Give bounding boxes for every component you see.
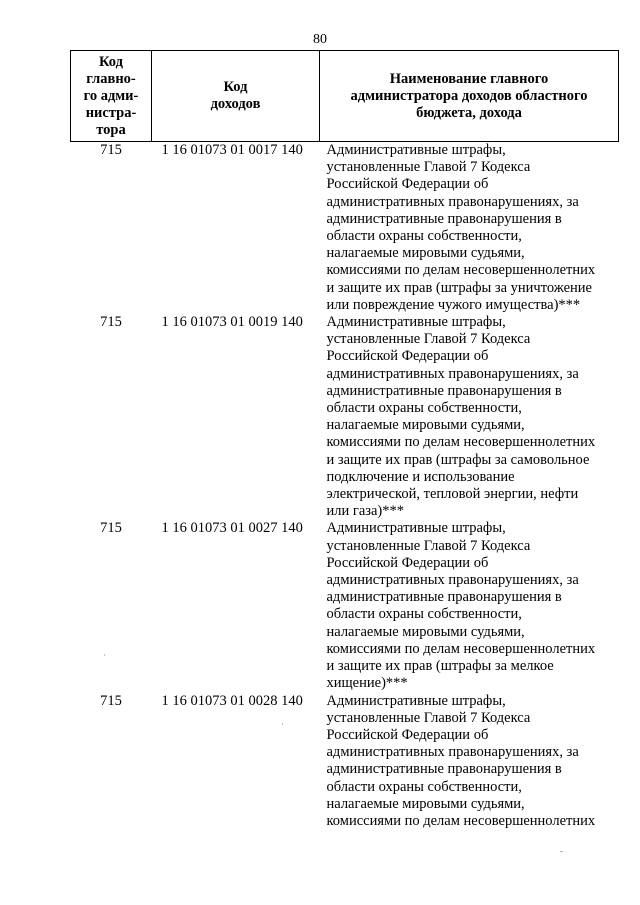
- table-header-row: [71, 51, 619, 142]
- description-line: комиссиями по делам несовершеннолетних: [326, 262, 596, 279]
- table-row: [71, 314, 619, 520]
- description-line: налагаемые мировыми судьями,: [326, 417, 525, 434]
- description-line: административные правонарушения в: [326, 210, 562, 227]
- header-line: нистра-: [85, 104, 137, 121]
- description-line: административные правонарушения в: [326, 382, 562, 399]
- description-line: Российской Федерации об: [326, 176, 489, 193]
- description-line: административных правонарушениях, за: [326, 572, 579, 589]
- header-admin-code: [71, 51, 152, 142]
- revenue-name-cell: [320, 520, 619, 692]
- description-line: Российской Федерации об: [326, 554, 489, 571]
- description-line: Российской Федерации об: [326, 726, 489, 743]
- description-line: установленные Главой 7 Кодекса: [326, 709, 531, 726]
- revenue-name-cell: [320, 142, 619, 315]
- header-line: администратора доходов областного: [350, 87, 588, 104]
- description-line: хищение)***: [326, 675, 408, 692]
- description-line: и защите их прав (штрафы за мелкое: [326, 658, 554, 675]
- description-line: подключение и использование: [326, 468, 515, 485]
- description-line: электрической, тепловой энергии, нефти: [326, 486, 579, 503]
- header-name: [320, 51, 619, 142]
- description-line: и защите их прав (штрафы за уничтожение: [326, 279, 592, 296]
- description-line: налагаемые мировыми судьями,: [326, 795, 525, 812]
- description-line: Административные штрафы,: [326, 692, 506, 709]
- description-line: области охраны собственности,: [326, 228, 522, 245]
- description-line: Российской Федерации об: [326, 348, 489, 365]
- table-row: [71, 520, 619, 692]
- admin-code-cell: 715: [100, 692, 122, 709]
- description-line: Административные штрафы,: [326, 314, 506, 331]
- table-row: [71, 693, 619, 831]
- admin-code-cell: 715: [100, 314, 122, 331]
- description-line: установленные Главой 7 Кодекса: [326, 159, 531, 176]
- table-body: [71, 142, 619, 831]
- header-revenue-code: [152, 51, 320, 142]
- description-line: налагаемые мировыми судьями,: [326, 623, 525, 640]
- revenue-code-cell: 1 16 01073 01 0019 140: [161, 314, 303, 331]
- description-line: административных правонарушениях, за: [326, 193, 579, 210]
- description-line: административных правонарушениях, за: [326, 744, 579, 761]
- description-line: административных правонарушениях, за: [326, 365, 579, 382]
- description-line: или повреждение чужого имущества)***: [326, 296, 581, 313]
- header-line: доходов: [210, 96, 261, 112]
- description-line: комиссиями по делам несовершеннолетних: [326, 640, 596, 657]
- header-line: тора: [96, 121, 126, 138]
- revenue-name-cell: [320, 314, 619, 520]
- description-line: установленные Главой 7 Кодекса: [326, 331, 531, 348]
- header-line: Код: [223, 79, 248, 95]
- admin-code-cell: 715: [100, 520, 122, 537]
- description-line: административные правонарушения в: [326, 589, 562, 606]
- description-line: области охраны собственности,: [326, 606, 522, 623]
- revenue-code-cell: 1 16 01073 01 0017 140: [161, 142, 303, 158]
- scan-speck: -: [560, 847, 563, 856]
- description-line: области охраны собственности,: [326, 778, 522, 795]
- header-line: бюджета, дохода: [416, 104, 522, 121]
- description-line: области охраны собственности,: [326, 400, 522, 417]
- revenue-table: [70, 50, 619, 830]
- revenue-name-cell: [320, 693, 619, 831]
- page-number: 80: [313, 32, 327, 47]
- revenue-code-cell: 1 16 01073 01 0027 140: [161, 520, 303, 537]
- description-line: Административные штрафы,: [326, 520, 506, 537]
- description-line: комиссиями по делам несовершеннолетних: [326, 812, 596, 829]
- revenue-code-cell: 1 16 01073 01 0028 140: [161, 692, 303, 709]
- scan-speck: ·: [281, 720, 284, 729]
- description-line: установленные Главой 7 Кодекса: [326, 537, 531, 554]
- header-line: Код: [99, 53, 123, 70]
- description-line: административные правонарушения в: [326, 761, 562, 778]
- description-line: или газа)***: [326, 503, 405, 520]
- header-line: Наименование главного: [389, 70, 549, 87]
- table-row: [71, 142, 619, 315]
- admin-code-cell: 715: [100, 142, 122, 158]
- description-line: Административные штрафы,: [326, 142, 506, 158]
- description-line: налагаемые мировыми судьями,: [326, 245, 525, 262]
- scan-speck: ·: [103, 651, 106, 660]
- header-line: го адми-: [83, 87, 139, 104]
- description-line: и защите их прав (штрафы за самовольное: [326, 451, 590, 468]
- description-line: комиссиями по делам несовершеннолетних: [326, 434, 596, 451]
- header-line: главно-: [86, 70, 136, 87]
